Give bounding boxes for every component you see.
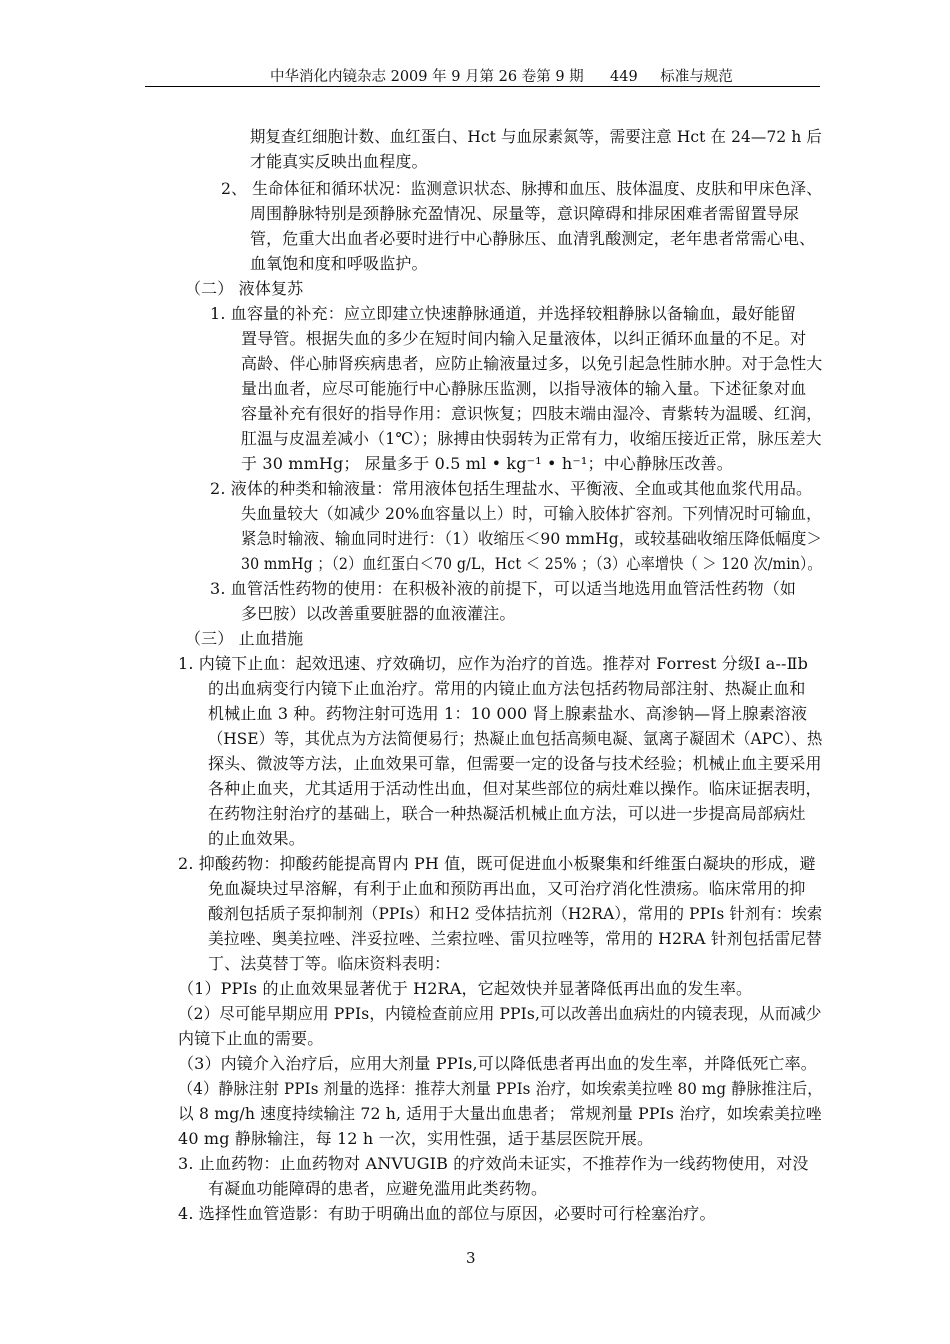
text-line: 以 8 mg/h 速度持续输注 72 h, 适用于大量出血患者； 常规剂量 PPIs 治疗，如埃索美拉唑 [178, 1104, 822, 1123]
text-line: 丁、法莫替丁等。临床资料表明： [208, 954, 451, 973]
text-line: 免血凝块过早溶解，有利于止血和预防再出血，又可治疗消化性溃疡。临床常用的抑 [208, 879, 806, 898]
text-line: 1. 内镜下止血：起效迅速、疗效确切，应作为治疗的首选。推荐对 Forrest 分级Ⅰ a--Ⅱb [178, 654, 809, 673]
running-header [145, 63, 820, 87]
text-line: 4. 选择性血管造影：有助于明确出血的部位与原因，必要时可行栓塞治疗。 [178, 1204, 716, 1223]
text-line: 紧急时输液、输血同时进行：（1）收缩压＜90 mmHg，或较基础收缩压降低幅度＞ [241, 529, 823, 548]
text-line: 失血量较大（如减少 20%血容量以上）时，可输入胶体扩容剂。下列情况时可输血， [241, 504, 822, 523]
text-line: （3）内镜介入治疗后，应用大剂量 PPIs,可以降低患者再出血的发生率，并降低死亡率。 [178, 1054, 817, 1073]
text-line: （三） 止血措施 [185, 629, 304, 648]
text-line: 血氧饱和度和呼吸监护。 [250, 254, 428, 273]
text-line: 美拉唑、奥美拉唑、泮妥拉唑、兰索拉唑、雷贝拉唑等，常用的 H2RA 针剂包括雷尼替 [208, 929, 823, 948]
text-line: 期复查红细胞计数、血红蛋白、Hct 与血尿素氮等，需要注意 Hct 在 24—72 h 后 [250, 127, 822, 146]
text-line: 1. 血容量的补充：应立即建立快速静脉通道，并选择较粗静脉以备输血，最好能留 [210, 304, 797, 323]
text-line: 2、 生命体征和循环状况：监测意识状态、脉搏和血压、肢体温度、皮肤和甲床色泽、 [221, 179, 823, 198]
text-line: 内镜下止血的需要。 [178, 1029, 324, 1048]
text-line: 的出血病变行内镜下止血治疗。常用的内镜止血方法包括药物局部注射、热凝止血和 [208, 679, 806, 698]
text-line: 量出血者，应尽可能施行中心静脉压监测，以指导液体的输入量。下述征象对血 [241, 379, 807, 398]
text-line: （二） 液体复苏 [185, 279, 304, 298]
section-name: 标准与规范 [660, 69, 733, 85]
text-line: 周围静脉特别是颈静脉充盈情况、尿量等，意识障碍和排尿困难者需留置导尿 [250, 204, 800, 223]
text-line: 40 mg 静脉输注，每 12 h 一次，实用性强，适于基层医院开展。 [178, 1129, 654, 1148]
text-line: 2. 液体的种类和输液量：常用液体包括生理盐水、平衡液、全血或其他血浆代用品。 [210, 479, 813, 498]
text-line: 才能真实反映出血程度。 [250, 152, 428, 171]
journal-page-number: 449 [610, 69, 638, 85]
text-line: 管，危重大出血者必要时进行中心静脉压、血清乳酸测定，老年患者常需心电、 [250, 229, 816, 248]
text-line: 在药物注射治疗的基础上，联合一种热凝活机械止血方法，可以进一步提高局部病灶 [208, 804, 806, 823]
journal-title: 中华消化内镜杂志 2009 年 9 月第 26 卷第 9 期 [270, 69, 584, 85]
text-line: 3. 止血药物：止血药物对 ANVUGIB 的疗效尚未证实，不推荐作为一线药物使用，对没 [178, 1154, 809, 1173]
text-line: （4）静脉注射 PPIs 剂量的选择：推荐大剂量 PPIs 治疗，如埃索美拉唑 80 mg 静脉推注后， [178, 1079, 823, 1098]
header-right [610, 65, 751, 86]
text-line: 容量补充有很好的指导作用：意识恢复；四肢末端由湿冷、青紫转为温暖、红润， [241, 404, 823, 423]
text-line: 的止血效果。 [208, 829, 305, 848]
text-line: 于 30 mmHg； 尿量多于 0.5 ml • kg⁻¹ • h⁻¹；中心静脉压改善。 [241, 454, 733, 473]
text-line: （HSE）等，其优点为方法简便易行；热凝止血包括高频电凝、氩离子凝固术（APC）、热 [208, 729, 823, 748]
text-line: 置导管。根据失血的多少在短时间内输入足量液体，以纠正循环血量的不足。对 [241, 329, 807, 348]
text-line: 30 mmHg ；（2）血红蛋白＜70 g/L，Hct ＜ 25% ；（3）心率增快（ ＞ 120 次/min）。 [241, 554, 822, 573]
text-line: 探头、微波等方法，止血效果可靠，但需要一定的设备与技术经验；机械止血主要采用 [208, 754, 822, 773]
text-line: 酸剂包括质子泵抑制剂（PPIs）和Ｈ2 受体拮抗剂（H2RA），常用的 PPIs 针剂有：埃索 [208, 904, 823, 923]
text-line: （2）尽可能早期应用 PPIs，内镜检查前应用 PPIs,可以改善出血病灶的内镜表现，从而减少 [178, 1004, 822, 1023]
text-line: 各种止血夹，尤其适用于活动性出血，但对某些部位的病灶难以操作。临床证据表明， [208, 779, 822, 798]
text-line: 有凝血功能障碍的患者，应避免滥用此类药物。 [208, 1179, 548, 1198]
text-line: 2. 抑酸药物：抑酸药能提高胃内 PH 值，既可促进血小板聚集和纤维蛋白凝块的形成，避 [178, 854, 816, 873]
text-line: 肛温与皮温差减小（1℃）；脉搏由快弱转为正常有力，收缩压接近正常，脉压差大 [241, 429, 822, 448]
text-line: 高龄、伴心肺肾疾病患者，应防止输液量过多，以免引起急性肺水肿。对于急性大 [241, 354, 823, 373]
text-line: （1）PPIs 的止血效果显著优于 H2RA，它起效快并显著降低再出血的发生率。 [178, 979, 753, 998]
text-line: 机械止血 3 种。药物注射可选用 1：10 000 肾上腺素盐水、高渗钠—肾上腺素溶液 [208, 704, 808, 723]
text-line: 3. 血管活性药物的使用：在积极补液的前提下，可以适当地选用血管活性药物（如 [210, 579, 797, 598]
page-number: 3 [466, 1249, 476, 1267]
text-line: 多巴胺）以改善重要脏器的血液灌注。 [241, 604, 516, 623]
